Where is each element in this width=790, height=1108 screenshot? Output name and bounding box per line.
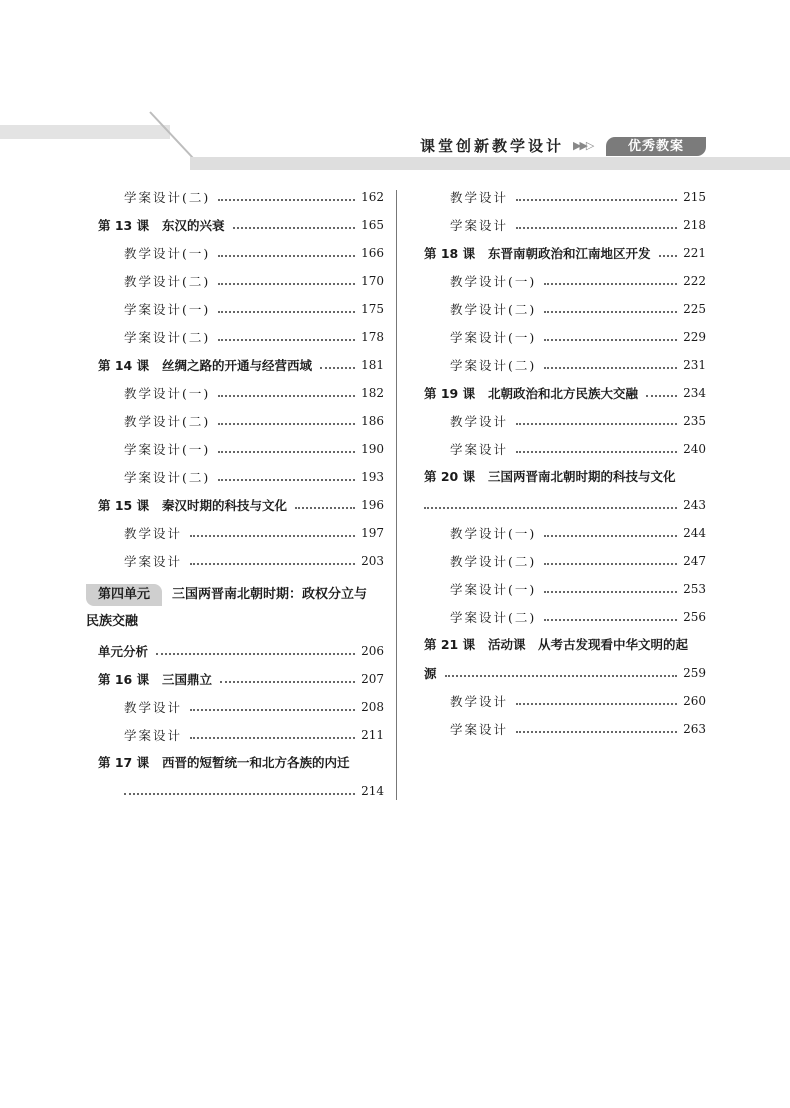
header-band-right [190, 157, 790, 170]
toc-entry-lesson[interactable] [98, 494, 384, 516]
toc-page-number: 225 [683, 302, 706, 316]
toc-entry-label: 教学设计(一) [450, 274, 537, 289]
toc-leader-dots [544, 311, 677, 313]
toc-entry-label: 教学设计 [124, 700, 183, 715]
lesson-title: 三国两晋南北朝时期的科技与文化 [488, 469, 676, 484]
lesson-number: 第 17 课 [98, 755, 150, 770]
toc-entry-label [98, 670, 212, 688]
toc-page-number: 175 [361, 302, 384, 316]
toc-entry-label: 教学设计(二) [124, 414, 211, 429]
toc-entry-sub[interactable] [450, 410, 706, 432]
toc-leader-dots [190, 709, 355, 711]
toc-entry-sub[interactable] [124, 270, 384, 292]
toc-page-number: 259 [683, 666, 706, 680]
toc-entry-lesson-17-page[interactable] [124, 780, 384, 802]
toc-page-number: 256 [683, 610, 706, 624]
header-badge: 优秀教案 [606, 137, 706, 156]
toc-page-number: 211 [361, 728, 384, 742]
toc-page-number: 190 [361, 442, 384, 456]
toc-leader-dots [124, 793, 355, 795]
lesson-number: 第 15 课 [98, 498, 150, 513]
toc-entry-label: 学案设计(二) [124, 470, 211, 485]
toc-entry-label: 学案设计 [124, 554, 183, 569]
toc-page-number: 229 [683, 330, 706, 344]
toc-page-number: 247 [683, 554, 706, 568]
header-band-left [0, 125, 170, 139]
column-divider [396, 190, 397, 800]
toc-leader-dots [218, 199, 355, 201]
toc-entry-sub[interactable] [124, 522, 384, 544]
toc-entry-sub[interactable] [450, 298, 706, 320]
toc-leader-dots [516, 423, 677, 425]
toc-entry-sub[interactable] [450, 718, 706, 740]
toc-page-number: 243 [683, 498, 706, 512]
toc-entry-label: 学案设计(一) [124, 302, 211, 317]
toc-leader-dots [445, 675, 678, 677]
toc-entry-label: 学案设计(二) [124, 190, 211, 205]
toc-entry-label: 教学设计(二) [124, 274, 211, 289]
lesson-number: 第 20 课 [424, 469, 476, 484]
toc-leader-dots [218, 395, 355, 397]
toc-entry-lesson[interactable] [98, 354, 384, 376]
toc-entry-label: 学案设计(一) [124, 442, 211, 457]
toc-leader-dots [218, 451, 355, 453]
toc-page-number: 218 [683, 218, 706, 232]
toc-entry-lesson-21-page[interactable] [424, 662, 706, 684]
toc-entry-label: 学案设计 [450, 442, 509, 457]
toc-page-number: 206 [361, 644, 384, 658]
toc-leader-dots [544, 563, 677, 565]
toc-leader-dots [190, 535, 355, 537]
lesson-title: 东晋南朝政治和江南地区开发 [488, 246, 651, 261]
toc-leader-dots [218, 479, 355, 481]
header-diagonal-line [0, 0, 790, 200]
toc-leader-dots [544, 535, 677, 537]
toc-page-number: 263 [683, 722, 706, 736]
toc-entry-sub[interactable] [124, 242, 384, 264]
toc-page-number: 162 [361, 190, 384, 204]
toc-entry-sub[interactable] [124, 382, 384, 404]
header-title: 课堂创新教学设计 [420, 137, 565, 155]
toc-page-number: 196 [361, 498, 384, 512]
toc-entry-label: 学案设计(二) [450, 610, 537, 625]
toc-leader-dots [156, 653, 355, 655]
toc-page-number: 207 [361, 672, 384, 686]
header-arrows-icon: ▶▶▷ [573, 139, 593, 152]
toc-entry-label [98, 356, 312, 374]
toc-entry-lesson-20-page[interactable] [424, 494, 706, 516]
toc-entry-lesson[interactable] [424, 382, 706, 404]
toc-entry-lesson[interactable] [98, 668, 384, 690]
toc-entry-label: 教学设计 [450, 414, 509, 429]
toc-entry-sub[interactable] [450, 578, 706, 600]
lesson-number: 第 18 课 [424, 246, 476, 261]
lesson-title-continued: 源 [424, 666, 437, 681]
lesson-title: 西晋的短暂统一和北方各族的内迁 [162, 755, 350, 770]
toc-page-number: 222 [683, 274, 706, 288]
lesson-number: 第 16 课 [98, 672, 150, 687]
toc-entry-sub[interactable] [450, 690, 706, 712]
toc-page-number: 186 [361, 414, 384, 428]
toc-leader-dots [516, 451, 677, 453]
toc-entry-sub[interactable] [124, 466, 384, 488]
lesson-number: 第 13 课 [98, 218, 150, 233]
toc-leader-dots [544, 591, 677, 593]
toc-leader-dots [516, 703, 677, 705]
toc-page-number: 234 [683, 386, 706, 400]
toc-entry-label: 学案设计(一) [450, 582, 537, 597]
toc-leader-dots [424, 507, 677, 509]
toc-entry-lesson-20[interactable] [424, 466, 676, 488]
lesson-number: 第 14 课 [98, 358, 150, 373]
unit-badge: 第四单元 [86, 584, 162, 606]
toc-leader-dots [233, 227, 356, 229]
toc-entry-sub[interactable] [450, 326, 706, 348]
toc-leader-dots [544, 619, 677, 621]
toc-entry-label: 教学设计(一) [124, 246, 211, 261]
toc-leader-dots [218, 255, 355, 257]
toc-entry-sub[interactable] [450, 550, 706, 572]
toc-leader-dots [295, 507, 355, 509]
toc-page-number: 181 [361, 358, 384, 372]
toc-page-number: 260 [683, 694, 706, 708]
toc-page-number: 203 [361, 554, 384, 568]
toc-page-number: 193 [361, 470, 384, 484]
toc-entry-label: 学案设计 [124, 728, 183, 743]
lesson-title: 丝绸之路的开通与经营西域 [162, 358, 313, 373]
toc-entry-label: 教学设计 [450, 190, 509, 205]
toc-entry-label: 教学设计(一) [124, 386, 211, 401]
lesson-title: 三国鼎立 [162, 672, 213, 687]
unit-title-continued: 民族交融 [86, 614, 139, 629]
toc-entry-label: 学案设计 [450, 722, 509, 737]
toc-entry-label: 学案设计(二) [450, 358, 537, 373]
toc-leader-dots [218, 423, 355, 425]
lesson-title: 活动课 从考古发现看中华文明的起 [488, 637, 689, 652]
toc-entry-label [424, 244, 651, 262]
toc-entry-label: 学案设计(二) [124, 330, 211, 345]
toc-page-number: 240 [683, 442, 706, 456]
toc-leader-dots [220, 681, 355, 683]
toc-leader-dots [544, 367, 677, 369]
toc-page-number: 244 [683, 526, 706, 540]
toc-entry-sub[interactable] [450, 438, 706, 460]
toc-entry-sub[interactable] [450, 214, 706, 236]
toc-leader-dots [218, 283, 355, 285]
toc-entry-sub[interactable] [124, 724, 384, 746]
toc-leader-dots [190, 563, 355, 565]
unit-title: 三国两晋南北朝时期：政权分立与 [172, 587, 368, 602]
toc-page-number: 165 [361, 218, 384, 232]
toc-page-number: 170 [361, 274, 384, 288]
toc-page-number: 231 [683, 358, 706, 372]
toc-entry-sub[interactable] [124, 298, 384, 320]
toc-entry-sub[interactable] [124, 550, 384, 572]
toc-page-number: 253 [683, 582, 706, 596]
toc-page-number: 214 [361, 784, 384, 798]
toc-page-number: 208 [361, 700, 384, 714]
toc-entry-lesson-21[interactable] [424, 634, 688, 656]
toc-entry-sub[interactable] [124, 438, 384, 460]
toc-entry-sub[interactable] [124, 410, 384, 432]
lesson-title: 秦汉时期的科技与文化 [162, 498, 288, 513]
toc-leader-dots [190, 737, 355, 739]
toc-leader-dots [516, 227, 677, 229]
toc-leader-dots [659, 255, 678, 257]
toc-entry-sub[interactable] [450, 270, 706, 292]
toc-entry-label: 教学设计(二) [450, 302, 537, 317]
toc-entry-label [424, 384, 638, 402]
toc-entry-label: 教学设计(二) [450, 554, 537, 569]
lesson-title: 北朝政治和北方民族大交融 [488, 386, 639, 401]
toc-page-number: 178 [361, 330, 384, 344]
toc-page-number: 221 [683, 246, 706, 260]
toc-leader-dots [320, 367, 355, 369]
toc-entry-sub[interactable] [124, 696, 384, 718]
toc-page-number: 215 [683, 190, 706, 204]
toc-entry-label: 学案设计 [450, 218, 509, 233]
lesson-title: 东汉的兴衰 [162, 218, 225, 233]
toc-entry-lesson-17[interactable] [98, 752, 350, 774]
lesson-number: 第 21 课 [424, 637, 476, 652]
toc-page-number: 197 [361, 526, 384, 540]
toc-entry-sub[interactable] [124, 186, 384, 208]
toc-entry-lesson[interactable] [424, 242, 706, 264]
toc-entry-label: 教学设计 [124, 526, 183, 541]
toc-entry-label [98, 496, 287, 514]
toc-entry-sub[interactable] [450, 606, 706, 628]
toc-entry-label: 教学设计 [450, 694, 509, 709]
toc-page-number: 166 [361, 246, 384, 260]
toc-entry-label [98, 216, 225, 234]
toc-leader-dots [646, 395, 677, 397]
toc-leader-dots [516, 199, 677, 201]
toc-leader-dots [516, 731, 677, 733]
toc-entry-sub[interactable] [450, 354, 706, 376]
toc-entry-lesson[interactable] [98, 214, 384, 236]
toc-entry-label: 学案设计(一) [450, 330, 537, 345]
toc-entry-sub[interactable] [124, 326, 384, 348]
toc-entry-unit-analysis[interactable] [98, 640, 384, 662]
lesson-number: 第 19 课 [424, 386, 476, 401]
toc-leader-dots [544, 283, 677, 285]
toc-entry-sub[interactable] [450, 522, 706, 544]
toc-page-number: 182 [361, 386, 384, 400]
toc-entry-label: 教学设计(一) [450, 526, 537, 541]
toc-entry-sub[interactable] [450, 186, 706, 208]
toc-leader-dots [544, 339, 677, 341]
toc-page-number: 235 [683, 414, 706, 428]
toc-leader-dots [218, 311, 355, 313]
toc-leader-dots [218, 339, 355, 341]
toc-entry-label: 单元分析 [98, 644, 149, 659]
